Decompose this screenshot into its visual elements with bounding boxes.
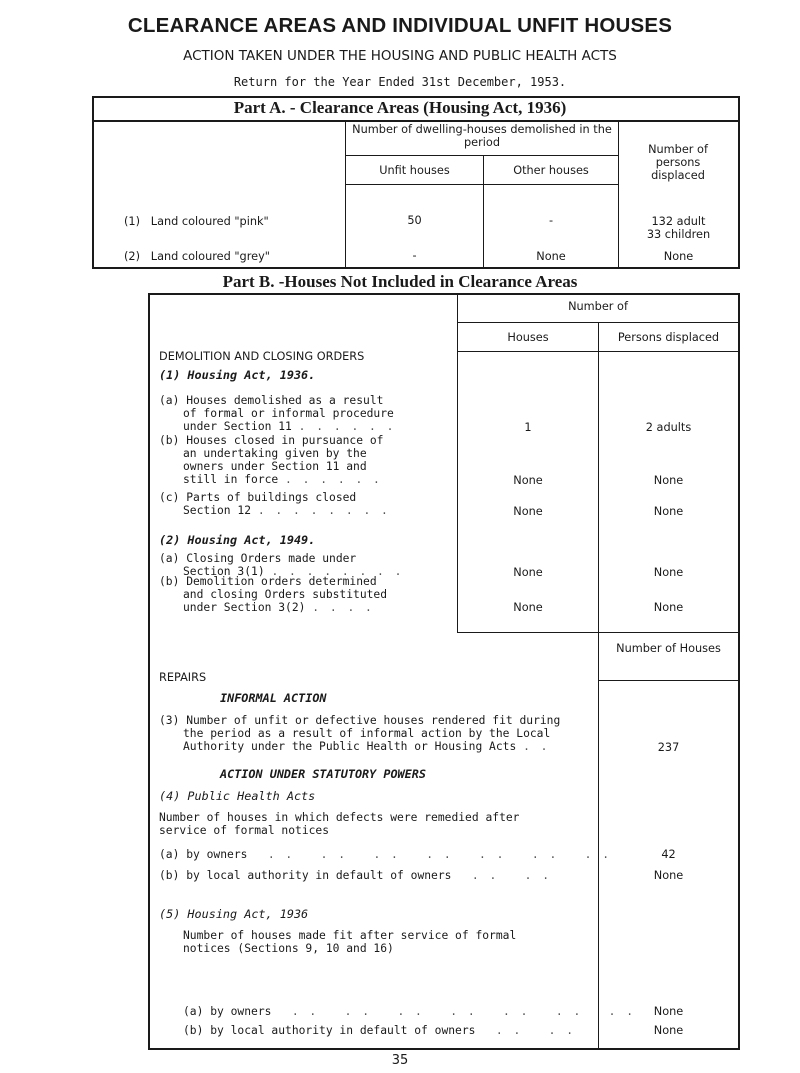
item-1a-persons: 2 adults [645,421,692,434]
part-b-heading: Part B. -Houses Not Included in Clearance Areas [222,272,578,291]
part-a-col-other: Other houses [513,164,589,177]
return-line: Return for the Year Ended 31st December, 1953. [233,75,567,89]
part-a-row-pink-persons-adult: 132 adult [651,215,706,228]
public-health-acts-heading: (4) Public Health Acts [159,789,316,803]
item-4b: (b) by local authority in default of owners . . . . [159,869,552,882]
item-4a: (a) by owners . . . . . . . . . . . . . . [159,848,612,861]
item-5b-value: None [653,1024,684,1037]
item-1b-houses: None [513,474,543,487]
item-2b: (b) Demolition orders determined and closing Orders substituted under Section 3(2) . . . . [159,575,388,614]
item-2a-persons: None [653,566,684,579]
part-a-row-grey-persons: None [663,250,694,263]
part-b-col-houses: Houses [507,331,549,344]
item-4b-value: None [653,869,684,882]
page-number: 35 [391,1053,409,1068]
informal-action-heading: INFORMAL ACTION [220,691,327,705]
page-title: CLEARANCE AREAS AND INDIVIDUAL UNFIT HOUSES [127,14,673,37]
item-2a: (a) Closing Orders made under Section 3(1) . . . . . . . . [159,552,404,578]
item-1a: (a) Houses demolished as a result of formal or informal procedure under Section 11 . . . . . . [159,394,396,433]
housing-act-1949-heading: (2) Housing Act, 1949. [159,533,316,547]
housing-act-1936-repairs-heading: (5) Housing Act, 1936 [159,907,309,921]
item-5-description: Number of houses made fit after service of formal notices (Sections 9, 10 and 16) [183,929,517,955]
part-a-row-pink-label: (1) Land coloured "pink" [124,215,269,228]
part-b-col-persons: Persons displaced [617,331,720,344]
part-a-row-grey-label: (2) Land coloured "grey" [124,250,270,263]
statutory-powers-heading: ACTION UNDER STATUTORY POWERS [220,767,426,781]
housing-act-1936-heading: (1) Housing Act, 1936. [159,368,316,382]
item-3: (3) Number of unfit or defective houses rendered fit during the period as a result of informal action by the Local Authority under the Public Health or Housing Acts . . [159,714,561,753]
item-1b: (b) Houses closed in pursuance of an undertaking given by the owners under Section 11 and still in force . . . . . . [159,434,384,486]
item-1a-houses: 1 [524,421,532,434]
demolition-heading: DEMOLITION AND CLOSING ORDERS [159,350,365,363]
item-2b-houses: None [513,601,543,614]
item-3-value: 237 [657,741,680,754]
item-4a-value: 42 [661,848,676,861]
number-of-houses-header: Number of Houses [616,642,721,655]
item-5a: (a) by owners . . . . . . . . . . . . . . [183,1005,636,1018]
part-a-row-pink-persons-children: 33 children [646,228,711,241]
part-a-col-persons: Number of persons displaced [648,143,708,182]
part-a-col-group: Number of dwelling-houses demolished in the period [352,123,612,149]
part-a-row-pink-unfit: 50 [407,214,422,227]
page-subtitle: ACTION TAKEN UNDER THE HOUSING AND PUBLIC HEALTH ACTS [183,48,617,64]
item-1c: (c) Parts of buildings closed Section 12 . . . . . . . . [159,491,390,517]
item-1c-houses: None [513,505,543,518]
item-2b-persons: None [653,601,684,614]
item-2a-houses: None [513,566,543,579]
item-1b-persons: None [653,474,684,487]
part-a-row-grey-unfit: - [412,249,417,262]
part-b-number-of: Number of [568,300,628,313]
part-a-row-grey-other: None [536,250,566,263]
item-5a-value: None [653,1005,684,1018]
item-4-description: Number of houses in which defects were remedied after service of formal notices [159,811,520,837]
item-5b: (b) by local authority in default of owners . . . . [183,1024,576,1037]
part-a-heading: Part A. - Clearance Areas (Housing Act, 1936) [233,98,567,117]
part-a-col-unfit: Unfit houses [379,164,450,177]
part-a-row-pink-other: - [548,214,554,227]
item-1c-persons: None [653,505,684,518]
repairs-heading: REPAIRS [159,671,207,684]
